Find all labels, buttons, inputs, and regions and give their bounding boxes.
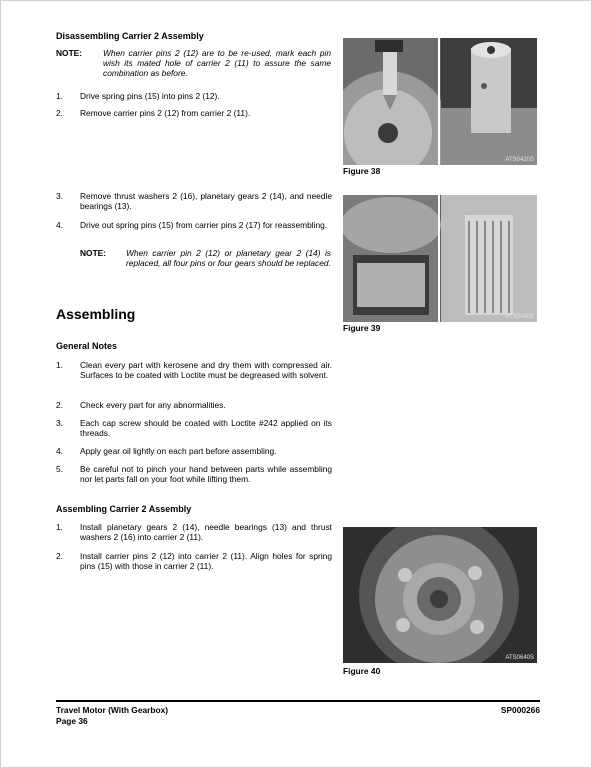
figure-caption: Figure 40: [343, 666, 381, 676]
step-text: Drive spring pins (15) into pins 2 (12).: [80, 91, 220, 101]
step-text: Be careful not to pinch your hand between parts while assembling nor let parts fall on your foot while lifting them.: [80, 464, 332, 484]
step-text: Install carrier pins 2 (12) into carrier 2 (11). Align holes for spring pins (15) with those in carrier 2 (11).: [80, 551, 332, 571]
subheading-assembling-carrier: Assembling Carrier 2 Assembly: [56, 504, 192, 514]
footer-rule: [56, 700, 540, 702]
step-number: 1.: [56, 360, 63, 370]
step-number: 2.: [56, 108, 63, 118]
section-heading-assembling: Assembling: [56, 306, 136, 322]
figure-38-photo: [343, 38, 537, 165]
step-text: Drive out spring pins (15) from carrier pins 2 (17) for reassembling.: [80, 220, 328, 230]
figure-code: ATS0420S: [505, 157, 534, 163]
step-number: 1.: [56, 91, 63, 101]
figure-code: ATS0430S: [505, 314, 534, 320]
note-label: NOTE:: [56, 48, 83, 58]
step-text: Clean every part with kerosene and dry them with compressed air. Surfaces to be coated with Loctite must be degreased with solvent.: [80, 360, 332, 380]
step-number: 3.: [56, 191, 63, 201]
note-text: When carrier pin 2 (12) or planetary gear 2 (14) is replaced, all four pins or four gears should be replaced.: [126, 248, 331, 268]
step-number: 3.: [56, 418, 63, 428]
section-heading-disassembling-carrier: Disassembling Carrier 2 Assembly: [56, 31, 204, 41]
step-text: Install planetary gears 2 (14), needle bearings (13) and thrust washers 2 (16) into carrier 2 (11).: [80, 522, 332, 542]
footer-doc-id: SP000266: [500, 705, 540, 715]
figure-caption: Figure 39: [343, 323, 381, 333]
step-number: 2.: [56, 400, 63, 410]
subheading-general-notes: General Notes: [56, 341, 118, 351]
step-text: Each cap screw should be coated with Loctite #242 applied on its threads.: [80, 418, 332, 438]
step-text: Remove thrust washers 2 (16), planetary gears 2 (14), and needle bearings (13).: [80, 191, 332, 211]
footer-page-number: Page 36: [56, 716, 88, 726]
note-label: NOTE:: [80, 248, 107, 258]
step-text: Apply gear oil lightly on each part before assembling.: [80, 446, 277, 456]
note-text: When carrier pins 2 (12) are to be re-used, mark each pin wish its mated hole of carrier 2 (11) to assure the same combination as before.: [103, 48, 331, 78]
step-text: Remove carrier pins 2 (12) from carrier 2 (11).: [80, 108, 251, 118]
step-number: 4.: [56, 446, 63, 456]
step-number: 2.: [56, 551, 63, 561]
step-text: Check every part for any abnormalities.: [80, 400, 226, 410]
step-number: 5.: [56, 464, 63, 474]
footer-title: Travel Motor (With Gearbox): [56, 705, 169, 715]
figure-caption: Figure 38: [343, 166, 381, 176]
figure-code: ATS0640S: [505, 655, 534, 661]
step-number: 1.: [56, 522, 63, 532]
figure-40-photo: [343, 527, 537, 663]
figure-39-photo: [343, 195, 537, 322]
step-number: 4.: [56, 220, 63, 230]
